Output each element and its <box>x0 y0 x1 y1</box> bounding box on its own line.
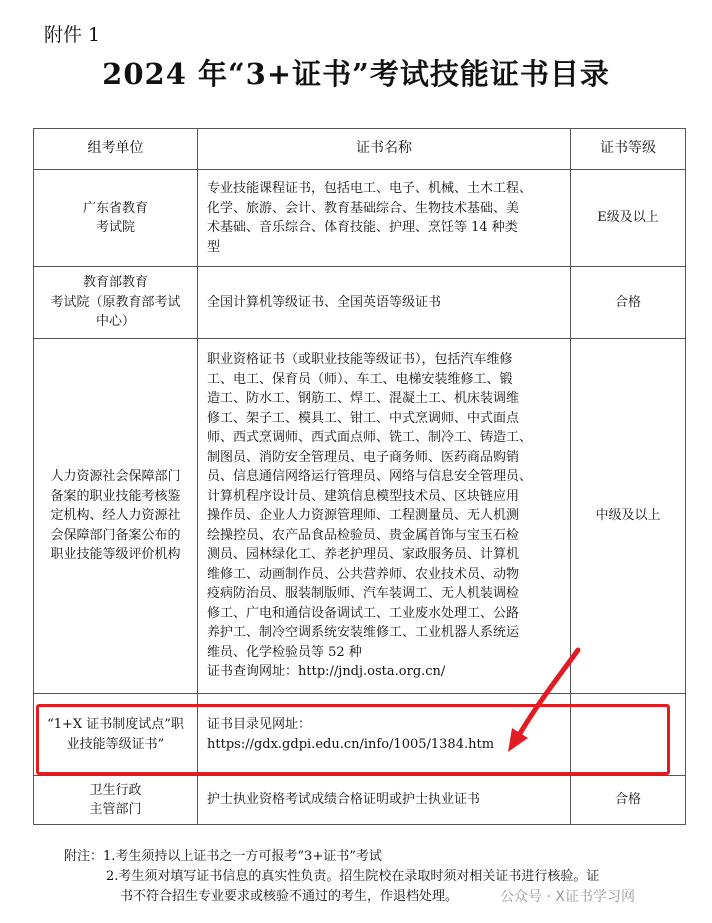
table-row <box>34 339 686 694</box>
catalog-url-link[interactable]: https://gdx.gdpi.edu.cn/info/1005/1384.htm <box>207 736 495 752</box>
table-header-row <box>34 129 686 170</box>
cert-cell: 护士执业资格考试成绩合格证明或护士执业证书 <box>198 776 571 825</box>
header-cert: 证书名称 <box>198 129 571 170</box>
header-level: 证书等级 <box>571 129 686 170</box>
header-unit: 组考单位 <box>34 129 198 170</box>
note-line: 2.考生须对填写证书信息的真实性负责。招生院校在录取时须对相关证书进行核验。证 <box>106 869 600 884</box>
watermark-text: 公众号 · X证书学习网 <box>500 889 635 905</box>
cert-cell: 证书目录见网址： https://gdx.gdpi.edu.cn/info/1005/1384.htm <box>198 694 571 776</box>
level-cell: 合格 <box>571 776 686 825</box>
query-url-text[interactable]: 证书查询网址：http://jndj.osta.org.cn/ <box>207 664 446 680</box>
highlight-box <box>36 704 670 775</box>
table-row <box>34 267 686 339</box>
level-cell: 合格 <box>571 267 686 339</box>
table-row <box>34 776 686 825</box>
attachment-label: 附件 1 <box>44 24 101 46</box>
unit-cell: 卫生行政 主管部门 <box>34 776 198 825</box>
unit-cell: 教育部教育 考试院（原教育部考试 中心） <box>34 267 198 339</box>
unit-cell: 广东省教育 考试院 <box>34 170 198 267</box>
level-cell: E级及以上 <box>571 170 686 267</box>
cert-cell: 职业资格证书（或职业技能等级证书），包括汽车维修 工、电工、保育员（师）、车工、电梯安装维修工、锻 造工、防水工、钢筋工、焊工、混凝土工、机床装调维 修工、架子工、模具工、钳工、中式烹调师、中式面点 师、西式烹调师、西式面点师、铣工、制冷工、铸造工、 制图员、消防安全管理员、电子商务师、医药商品购销 员、信息通信网络运行管理员、网络与信息安全管理员、 计算机程序设计员、建筑信息模型技术员、区块链应用 操作员、企业人力资源管理师、工程测量员、无人机测 绘操控员、农产品食品检验员、贵金属首饰与宝玉石检 测员、园林绿化工、养老护理员、家政服务员、计算机 维修工、动画制作员、公共营养师、农业技术员、动物 疫病防治员、服装制版师、汽车装调工、无人机装调检 修工、广电和通信设备调试工、工业废水处理工、公路 养护工、制冷空调系统安装维修工、工业机器人系统运 维员、化学检验员等 52 种 证书查询网址：http://jndj.osta.org.cn/ <box>198 339 571 694</box>
level-cell: 中级及以上 <box>571 339 686 694</box>
unit-cell: 人力资源社会保障部门 备案的职业技能考核鉴 定机构、经人力资源社 会保障部门备案公布的 职业技能等级评价机构 <box>34 339 198 694</box>
document-title: 2024 年“3+证书”考试技能证书目录 <box>102 57 610 91</box>
cert-cell: 全国计算机等级证书、全国英语等级证书 <box>198 267 571 339</box>
table-row <box>34 170 686 267</box>
unit-cell: “1+X 证书制度试点”职 业技能等级证书” <box>34 694 198 776</box>
note-line: 附注：1.考生须持以上证书之一方可报考“3+证书”考试 <box>64 849 382 864</box>
note-line: 书不符合招生专业要求或核验不通过的考生，作退档处理。 <box>120 889 459 904</box>
cert-cell: 专业技能课程证书，包括电工、电子、机械、土木工程、 化学、旅游、会计、教育基础综合、生物技术基础、美 术基础、音乐综合、体育技能、护理、烹饪等 14 种类 型 <box>198 170 571 267</box>
